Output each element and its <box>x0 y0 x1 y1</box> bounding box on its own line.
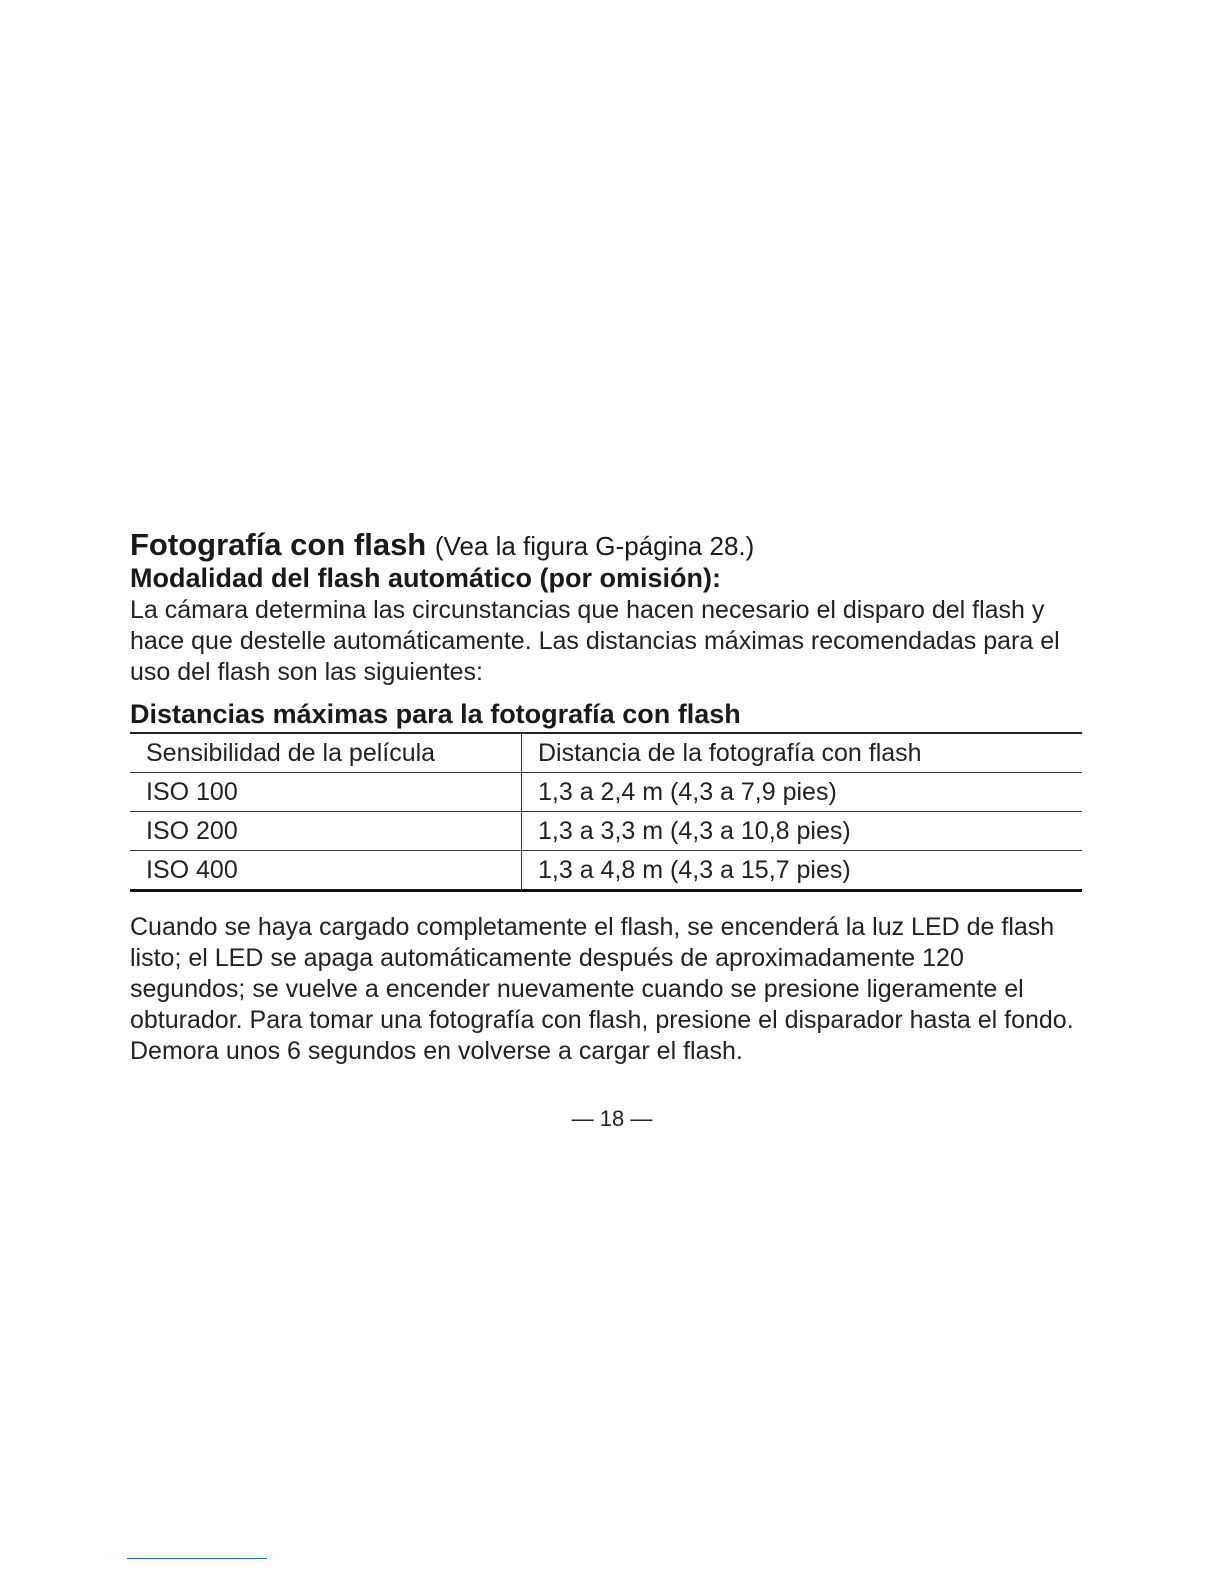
page-content <box>130 528 1082 1067</box>
table-cell-iso: ISO 200 <box>130 812 522 851</box>
header-cell-sensitivity: Sensibilidad de la película <box>130 733 522 773</box>
table-cell-distance: 1,3 a 4,8 m (4,3 a 15,7 pies) <box>522 851 1083 891</box>
flash-distance-table <box>130 732 1082 892</box>
table-cell-iso: ISO 100 <box>130 773 522 812</box>
table-row <box>130 773 1082 812</box>
table-title: Distancias máximas para la fotografía con flash <box>130 699 741 729</box>
table-cell-distance: 1,3 a 3,3 m (4,3 a 10,8 pies) <box>522 812 1083 851</box>
footnote-rule <box>127 1558 267 1559</box>
mode-title: Modalidad del flash automático (por omisión): <box>130 563 722 593</box>
figure-reference: (Vea la figura G-página 28.) <box>434 531 755 561</box>
table-row <box>130 851 1082 891</box>
table-row <box>130 812 1082 851</box>
section-title: Fotografía con flash <box>130 527 427 562</box>
flash-ready-note: Cuando se haya cargado completamente el flash, se encenderá la luz LED de flash listo; el LED se apaga automáticamente después de aproximadamente 120 segundos; se vuelve a encender nuevamente cuando se presione ligeramente el obturador. Para tomar una fotografía con flash, presione el disparador hasta el fondo. Demora unos 6 segundos en volverse a cargar el flash. <box>130 913 1074 1065</box>
table-header-row <box>130 733 1082 773</box>
table-cell-distance: 1,3 a 2,4 m (4,3 a 7,9 pies) <box>522 773 1083 812</box>
section-heading <box>130 528 1082 563</box>
table-cell-iso: ISO 400 <box>130 851 522 891</box>
header-cell-distance: Distancia de la fotografía con flash <box>522 733 1083 773</box>
page-number: — 18 — <box>571 1106 653 1131</box>
intro-paragraph: La cámara determina las circunstancias que hacen necesario el disparo del flash y hace que destelle automáticamente. Las distancias máximas recomendadas para el uso del flash son las siguientes: <box>130 596 1060 686</box>
